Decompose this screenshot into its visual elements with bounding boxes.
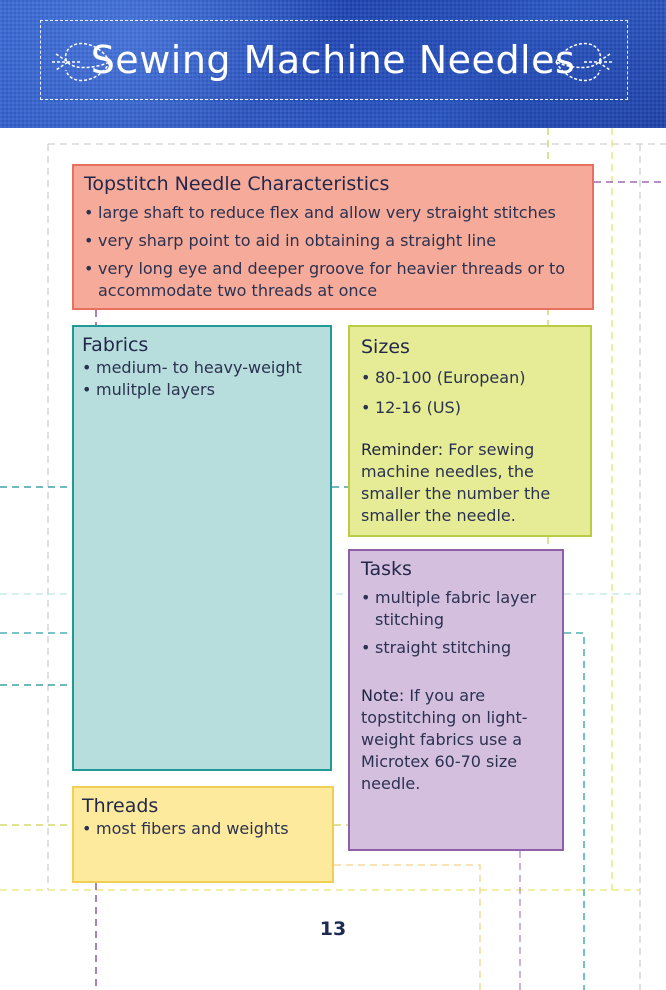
page-title: Sewing Machine Needles [90, 38, 576, 82]
reminder-note [361, 439, 579, 527]
tasks-note [361, 685, 551, 795]
page-number: 13 [319, 918, 347, 940]
tasks-box [348, 549, 564, 851]
list-item: • large shaft to reduce flex and allow very straight stitches [84, 202, 582, 224]
list-item: • mulitple layers [82, 379, 322, 401]
threads-box [72, 786, 334, 883]
threads-heading: Threads [82, 795, 159, 817]
topstitch-list [84, 202, 582, 302]
list-item: • 12-16 (US) [361, 397, 579, 419]
topstitch-characteristics-box [72, 164, 594, 310]
list-item: • very long eye and deeper groove for heavier threads or to accommodate two threads at once [84, 258, 582, 302]
fabrics-box [72, 325, 332, 771]
threads-list [82, 818, 324, 840]
topstitch-heading: Topstitch Needle Characteristics [84, 173, 390, 195]
sizes-box [348, 325, 592, 537]
list-item: • most fibers and weights [82, 818, 324, 840]
tasks-heading: Tasks [361, 558, 412, 580]
note-label: Note: [361, 686, 405, 705]
list-item: • 80-100 (European) [361, 367, 579, 389]
list-item: • multiple fabric layer stitching [361, 587, 551, 631]
list-item: • very sharp point to aid in obtaining a straight line [84, 230, 582, 252]
fabrics-list [82, 357, 322, 401]
note-text: If you are topstitching on light-weight fabrics use a Microtex 60-70 size needle. [361, 686, 528, 793]
sizes-heading: Sizes [361, 336, 410, 358]
fabrics-heading: Fabrics [82, 334, 149, 356]
tasks-list [361, 587, 551, 659]
sizes-list [361, 367, 579, 419]
reminder-text: For sewing machine needles, the smaller the number the smaller the needle. [361, 440, 551, 525]
reminder-label: Reminder: [361, 440, 444, 459]
list-item: • medium- to heavy-weight [82, 357, 322, 379]
list-item: • straight stitching [361, 637, 551, 659]
